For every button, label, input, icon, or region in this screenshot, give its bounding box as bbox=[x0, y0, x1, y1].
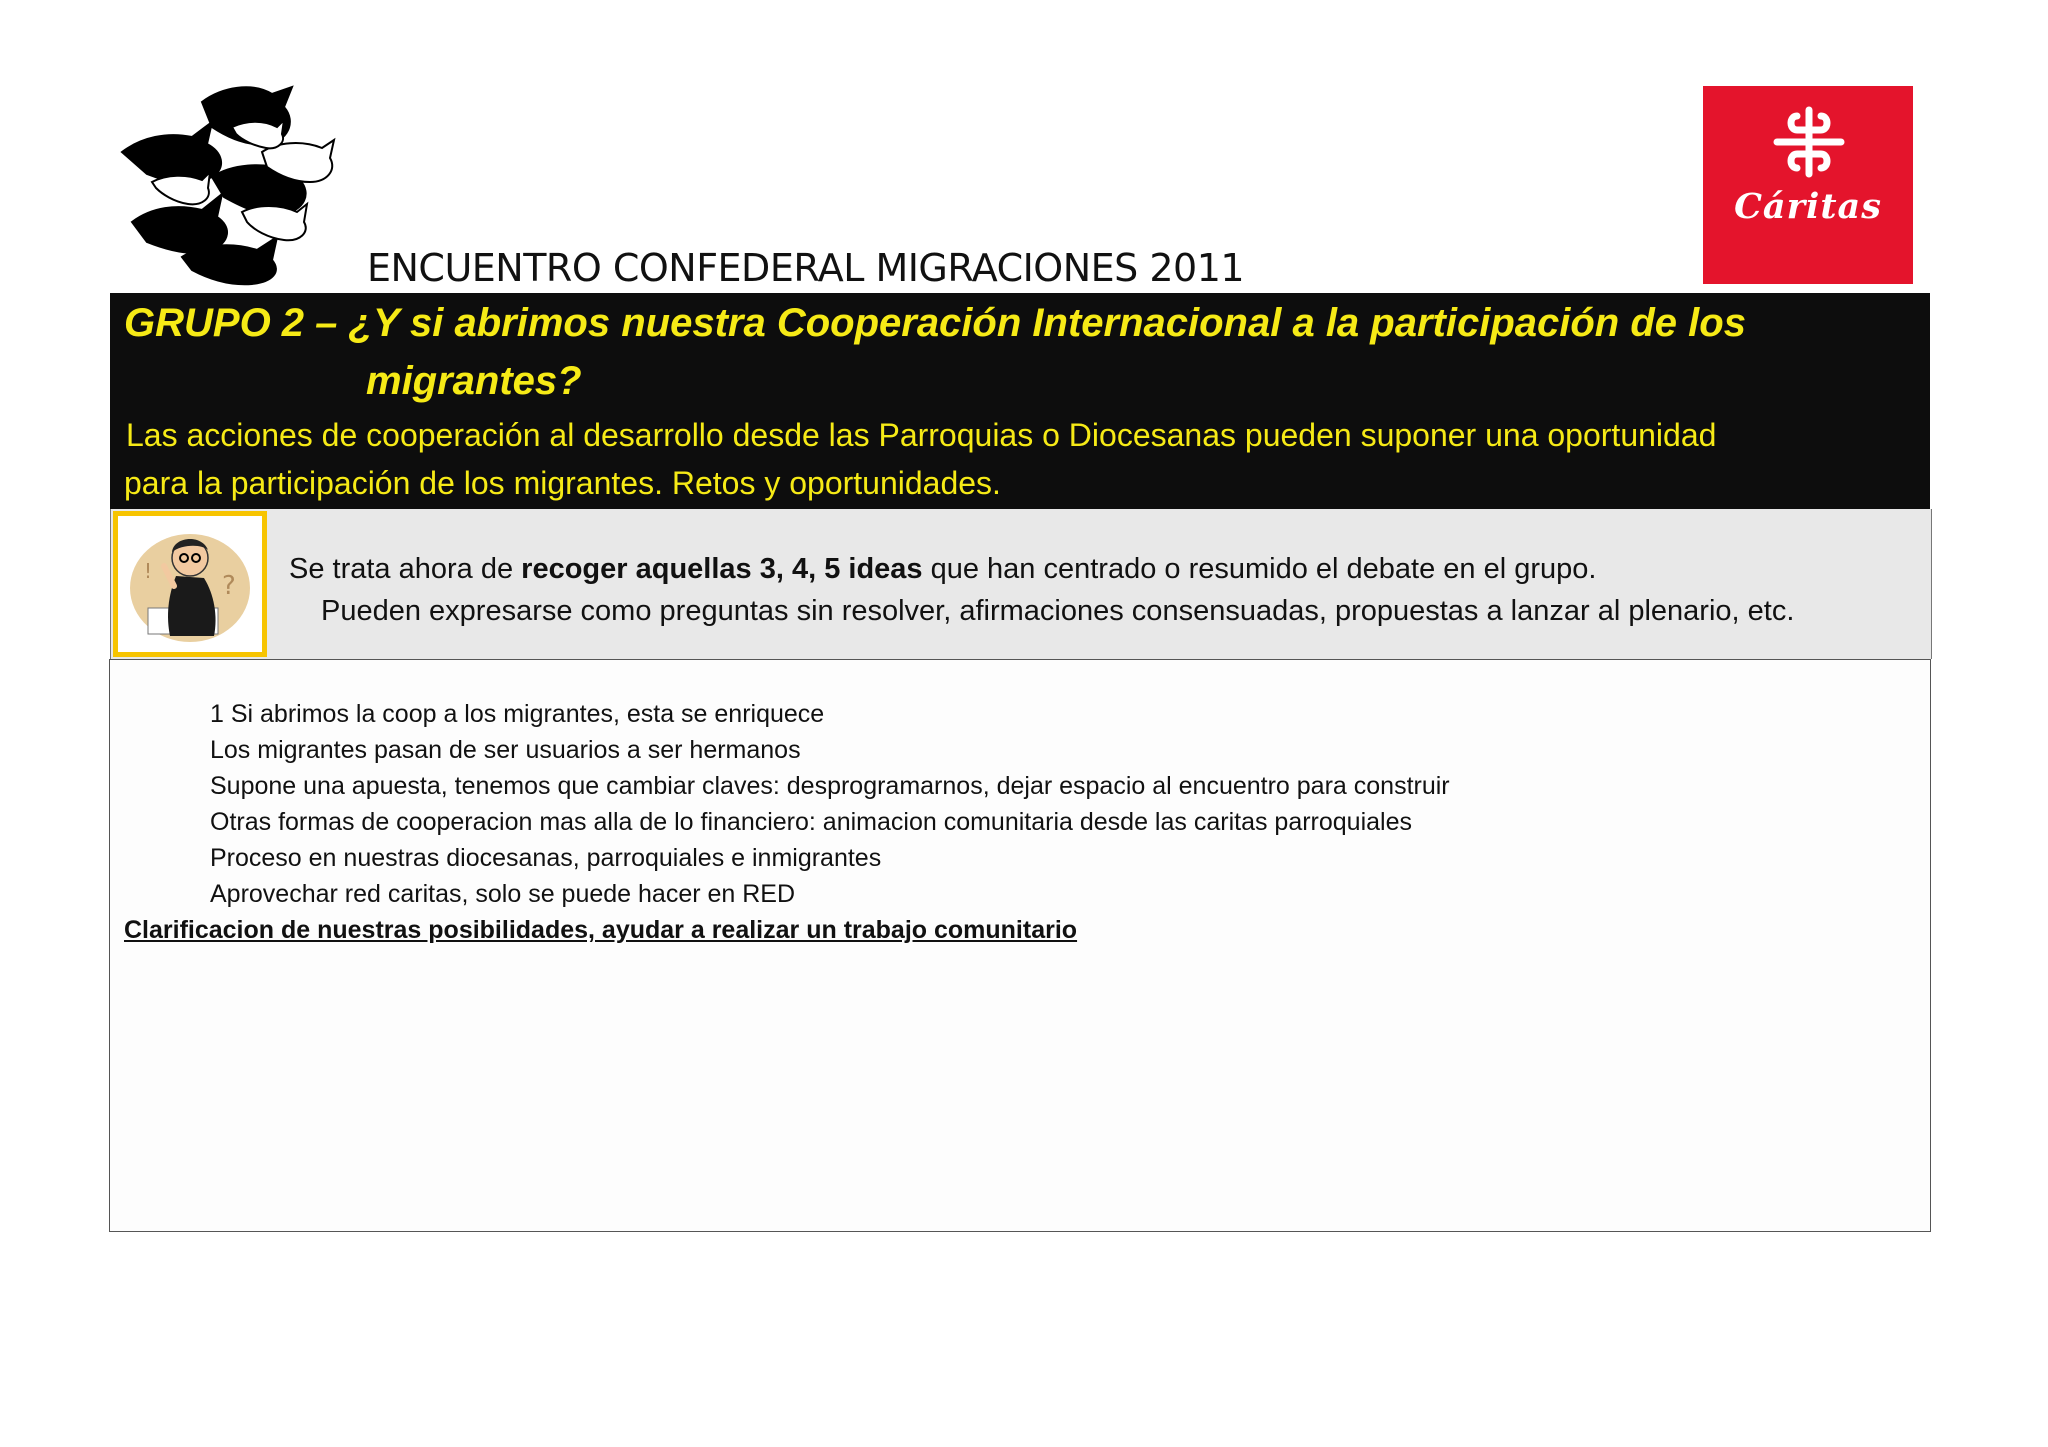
instructions-box bbox=[110, 509, 1932, 659]
thinking-person-icon bbox=[113, 511, 267, 657]
caritas-logo bbox=[1703, 86, 1913, 284]
instructions-line1-bold: recoger aquellas 3, 4, 5 ideas bbox=[521, 553, 923, 585]
instructions-line1-pre: Se trata ahora de bbox=[289, 553, 522, 585]
idea-item: Proceso en nuestras diocesanas, parroquiales e inmigrantes bbox=[210, 844, 882, 872]
instructions-line1-post: que han centrado o resumido el debate en el grupo. bbox=[922, 553, 1597, 585]
caritas-cross-icon bbox=[1769, 102, 1849, 182]
group-title-line1: GRUPO 2 – ¿Y si abrimos nuestra Cooperación Internacional a la participación de los bbox=[124, 301, 1746, 345]
page-heading: ENCUENTRO CONFEDERAL MIGRACIONES 2011 bbox=[367, 246, 1245, 290]
group-subtitle-line1: Las acciones de cooperación al desarrollo desde las Parroquias o Diocesanas pueden suponer una oportunidad bbox=[126, 417, 1717, 453]
idea-item: Los migrantes pasan de ser usuarios a ser hermanos bbox=[210, 736, 801, 764]
idea-item: 1 Si abrimos la coop a los migrantes, esta se enriquece bbox=[210, 700, 825, 728]
svg-text:?: ? bbox=[222, 571, 236, 601]
birds-logo bbox=[112, 82, 338, 286]
idea-item: Supone una apuesta, tenemos que cambiar claves: desprogramarnos, dejar espacio al encuentro para construir bbox=[210, 772, 1450, 800]
instructions-line1 bbox=[289, 553, 1596, 586]
instructions-line2: Pueden expresarse como preguntas sin resolver, afirmaciones consensuadas, propuestas a lanzar al plenario, etc. bbox=[321, 595, 1795, 627]
conclusion: Clarificacion de nuestras posibilidades, ayudar a realizar un trabajo comunitario bbox=[124, 916, 1078, 944]
ideas-box bbox=[109, 659, 1931, 1232]
group-title-line2: migrantes? bbox=[366, 359, 582, 403]
idea-item: Otras formas de cooperacion mas alla de lo financiero: animacion comunitaria desde las caritas parroquiales bbox=[210, 808, 1413, 836]
group-subtitle-line2: para la participación de los migrantes. Retos y oportunidades. bbox=[124, 465, 1001, 501]
group-title-box bbox=[110, 293, 1930, 509]
svg-text:!: ! bbox=[144, 559, 153, 583]
idea-item: Aprovechar red caritas, solo se puede hacer en RED bbox=[210, 880, 796, 908]
caritas-logo-text: Cáritas bbox=[1734, 186, 1882, 227]
